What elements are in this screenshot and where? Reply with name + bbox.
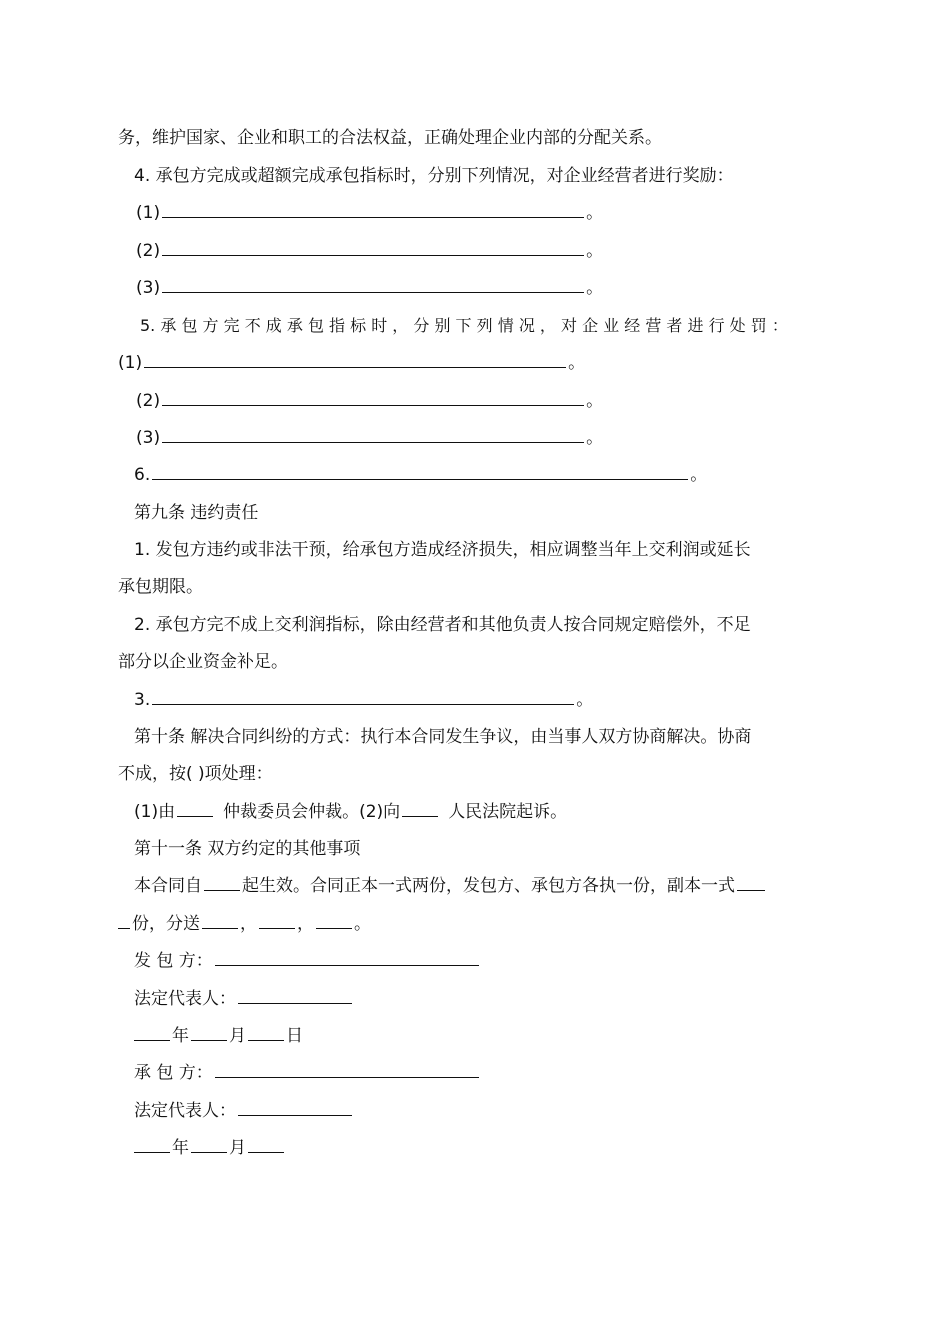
item-4-sub-1 xyxy=(136,201,603,225)
para-text: 承包期限。 xyxy=(118,577,203,597)
contractor-blank[interactable] xyxy=(215,1061,479,1078)
rep-label: 法定代表人： xyxy=(134,1101,236,1121)
day-blank[interactable] xyxy=(248,1024,284,1041)
item-4-sub-2 xyxy=(136,239,603,263)
sub-label: (2) xyxy=(136,391,161,411)
month-label: 月 xyxy=(229,1138,246,1158)
period: 。 xyxy=(568,353,586,373)
copies-blank[interactable] xyxy=(737,874,765,891)
article-10-options xyxy=(134,800,567,824)
issuer-label: 发 包 方： xyxy=(134,951,213,971)
article-11-line1 xyxy=(134,874,767,898)
contractor-date-line xyxy=(134,1136,286,1160)
fill-blank[interactable] xyxy=(162,426,584,443)
issuer-date-line xyxy=(134,1024,303,1048)
recipient-blank-3[interactable] xyxy=(316,912,352,929)
issuer-blank[interactable] xyxy=(215,949,479,966)
fill-blank[interactable] xyxy=(152,463,688,480)
article-9-p1-line2 xyxy=(118,575,203,599)
item-5-text: 5. 承 包 方 完 不 成 承 包 指 标 时 ， 分 别 下 列 情 况 ， 对 企 业 经 营 者 进 行 处 罚 ： xyxy=(140,316,788,335)
option-2-suffix: 人民法院起诉。 xyxy=(448,802,568,822)
para-text: 起生效。合同正本一式两份，发包方、承包方各执一份，副本一式 xyxy=(242,876,735,896)
option-1-prefix: (1)由 xyxy=(134,802,176,822)
period: 。 xyxy=(586,278,604,298)
para-text: 本合同自 xyxy=(134,876,202,896)
fill-blank[interactable] xyxy=(152,688,574,705)
period: 。 xyxy=(586,391,604,411)
period: 。 xyxy=(586,428,604,448)
item-label: 3. xyxy=(134,690,151,710)
period: 。 xyxy=(690,465,708,485)
para-text: 2. 承包方完不成上交利润指标，除由经营者和其他负责人按合同规定赔偿外，不足 xyxy=(134,615,751,635)
item-5-sub-2 xyxy=(136,389,603,413)
article-10-line1 xyxy=(134,725,751,749)
contractor-label: 承 包 方： xyxy=(134,1063,213,1083)
article-9-p2-line1 xyxy=(134,613,751,637)
contractor-rep-blank[interactable] xyxy=(238,1099,352,1116)
para-continuation xyxy=(118,126,662,150)
period: 。 xyxy=(354,914,371,934)
item-6 xyxy=(134,463,707,487)
fill-blank[interactable] xyxy=(162,201,584,218)
para-text: 1. 发包方违约或非法干预，给承包方造成经济损失，相应调整当年上交利润或延长 xyxy=(134,540,751,560)
fill-blank[interactable] xyxy=(144,351,566,368)
sub-label: (3) xyxy=(136,278,161,298)
option-2-prefix: (2)向 xyxy=(359,802,401,822)
fill-blank[interactable] xyxy=(162,389,584,406)
year-label: 年 xyxy=(172,1026,189,1046)
rep-label: 法定代表人： xyxy=(134,989,236,1009)
para-text: 不成，按( )项处理： xyxy=(118,764,273,784)
article-9-p3 xyxy=(134,688,593,712)
copies-blank-cont[interactable] xyxy=(118,912,130,929)
item-4-sub-3 xyxy=(136,276,603,300)
sub-label: (1) xyxy=(136,203,161,223)
article-9-title xyxy=(134,501,258,525)
article-title: 第十一条 双方约定的其他事项 xyxy=(134,839,361,859)
court-blank[interactable] xyxy=(402,800,438,817)
fill-blank[interactable] xyxy=(162,276,584,293)
fill-blank[interactable] xyxy=(162,239,584,256)
article-title: 第九条 违约责任 xyxy=(134,503,259,523)
recipient-blank-1[interactable] xyxy=(202,912,238,929)
article-9-p2-line2 xyxy=(118,650,288,674)
comma: ， xyxy=(240,914,257,934)
article-9-p1-line1 xyxy=(134,538,751,562)
item-4-text: 4. 承包方完成或超额完成承包指标时，分别下列情况，对企业经营者进行奖励： xyxy=(134,166,734,186)
recipient-blank-2[interactable] xyxy=(259,912,295,929)
effective-date-blank[interactable] xyxy=(204,874,240,891)
option-1-suffix: 仲裁委员会仲裁。 xyxy=(223,802,360,822)
period: 。 xyxy=(586,203,604,223)
article-11-line2 xyxy=(118,912,371,936)
para-text: 务，维护国家、企业和职工的合法权益，正确处理企业内部的分配关系。 xyxy=(118,128,662,148)
item-5-sub-1 xyxy=(118,351,585,375)
comma: ， xyxy=(297,914,314,934)
period: 。 xyxy=(576,690,594,710)
sub-label: (1) xyxy=(118,353,143,373)
day-label: 日 xyxy=(286,1026,303,1046)
month-blank[interactable] xyxy=(191,1024,227,1041)
para-text: 份，分送 xyxy=(132,914,200,934)
issuer-line xyxy=(134,949,481,973)
para-text: 第十条 解决合同纠纷的方式：执行本合同发生争议，由当事人双方协商解决。协商 xyxy=(134,727,752,747)
arbitration-blank[interactable] xyxy=(177,800,213,817)
item-5-sub-3 xyxy=(136,426,603,450)
article-10-line2 xyxy=(118,762,273,786)
month-blank[interactable] xyxy=(191,1136,227,1153)
sub-label: (3) xyxy=(136,428,161,448)
contractor-line xyxy=(134,1061,481,1085)
issuer-rep-line xyxy=(134,987,354,1011)
para-text: 部分以企业资金补足。 xyxy=(118,652,288,672)
item-6-label: 6. xyxy=(134,465,151,485)
day-blank[interactable] xyxy=(248,1136,284,1153)
year-label: 年 xyxy=(172,1138,189,1158)
issuer-rep-blank[interactable] xyxy=(238,987,352,1004)
item-5-heading xyxy=(140,314,788,338)
period: 。 xyxy=(586,241,604,261)
item-4-heading xyxy=(134,164,734,188)
year-blank[interactable] xyxy=(134,1024,170,1041)
year-blank[interactable] xyxy=(134,1136,170,1153)
contractor-rep-line xyxy=(134,1099,354,1123)
month-label: 月 xyxy=(229,1026,246,1046)
article-11-title xyxy=(134,837,360,861)
sub-label: (2) xyxy=(136,241,161,261)
